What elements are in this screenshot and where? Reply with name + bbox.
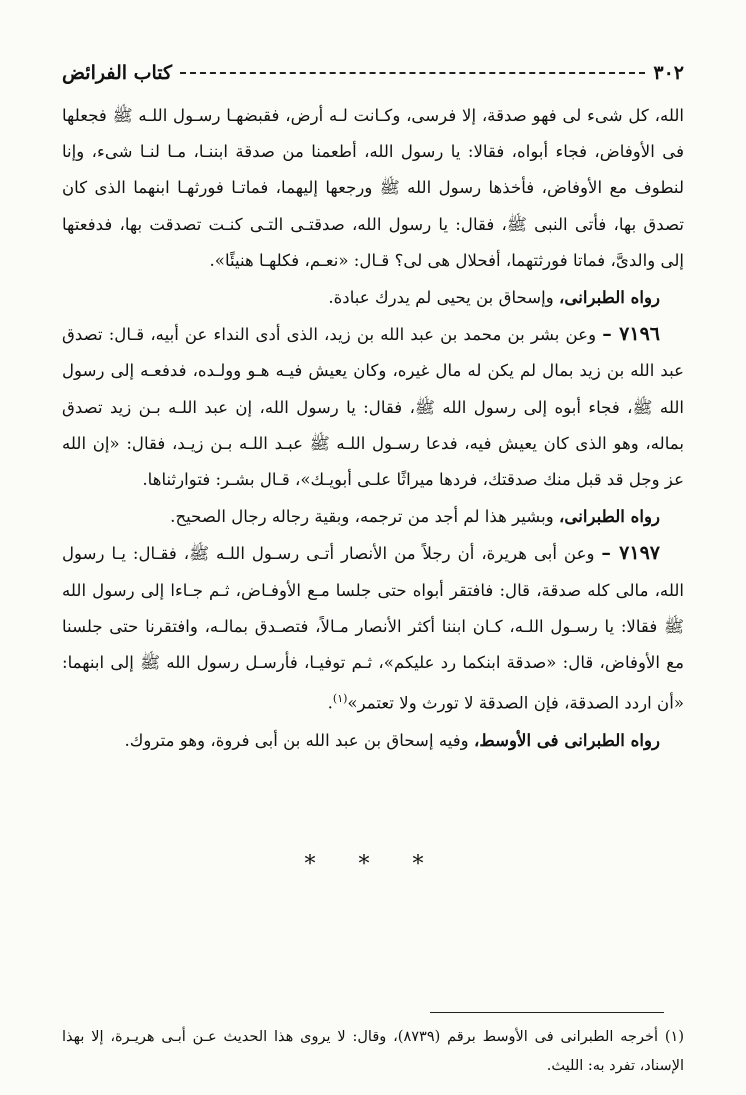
hadith-7197: [62, 535, 684, 722]
hadith-text: وعن أبى هريرة، أن رجلاً من الأنصار أتـى رسـول اللـه ﷺ، فقـال: يـا رسول الله، مالى كله صدقة، قال: فافتقر أبواه حتى جلسا مـع الأوفـاض، ثـم جـاءا إلى رسول الله ﷺ فقالا: يا رسـول اللـه، كـان ابننا أكثر الأنصار مـالاً، فتصـدق بمالـه، وافتقرنا حتى جلسنا مع الأوفاض، قال: «صدقة ابنكما رد عليكم»، ثـم توفيـا، فأرسـل رسول الله ﷺ إلى ابنهما: «أن اردد الصدقة، فإن الصدقة لا تورث ولا تعتمر»: [62, 544, 684, 713]
book-title: كتاب الفرائض: [62, 62, 173, 84]
footnote-1: [62, 1023, 684, 1081]
footnote-text: أخرجه الطبرانى فى الأوسط برقم (٨٧٣٩)، وقال: لا يروى هذا الحديث عـن أبـى هريـرة، إلا بهذا الإسناد، تفرد به: الليث.: [62, 1029, 684, 1074]
paragraph-continuation: الله، كل شىء لى فهو صدقة، إلا فرسى، وكـانت لـه أرض، فقبضهـا رسـول اللـه ﷺ فجعلها فى الأوفاض، فجاء أبواه، فقالا: يا رسول الله، أطعمنا من صدقة ابننـا، مـا لنـا شىء، وإنا لنطوف مع الأوفاض، فأخذها رسول الله ﷺ ورجعها إليهما، فماتـا فورثهـا ابنهما الذى كان تصدق بها، فأتى النبى ﷺ، فقال: يا رسول الله، صدقتـى التـى كنـت تصدقت بها، فدفعتها إلى والدىَّ، فماتا فورثتهما، أفحلال هى لى؟ قـال: «نعـم، فكلهـا هنيئًا».: [62, 106, 684, 270]
source-comment: وفيه إسحاق بن عبد الله بن أبى فروة، وهو متروك.: [124, 730, 469, 750]
hadith-number: ٧١٩٦ –: [602, 323, 660, 346]
paragraph-source-note: [62, 722, 684, 759]
page-header: [62, 58, 684, 88]
footnote-divider: [430, 1012, 664, 1013]
source-label: رواه الطبرانى،: [559, 287, 660, 308]
section-separator: * * *: [304, 852, 442, 877]
paragraph-source-note: [62, 498, 684, 535]
sentence-end: .: [327, 693, 333, 713]
page-number: ٣٠٢: [653, 62, 684, 84]
footnotes: [62, 1023, 684, 1081]
source-comment: وإسحاق بن يحيى لم يدرك عبادة.: [328, 288, 554, 308]
page-body: [62, 98, 684, 759]
footnote-marker: (١): [664, 1029, 684, 1045]
hadith-7196: [62, 316, 684, 498]
source-label: رواه الطبرانى فى الأوسط،: [473, 729, 660, 750]
footnote-reference[interactable]: (١): [332, 692, 348, 706]
hadith-text: وعن بشر بن محمد بن عبد الله بن زيد، الذى أدى النداء عن أبيه، قـال: تصدق عبد الله بن زيد بمال لم يكن له مال غيره، وكان يعيش فيـه هـو وولـده، فدفعـه إلى رسول الله ﷺ، فجاء أبوه إلى رسول الله ﷺ، فقال: يا رسول الله، إن عبد اللـه بـن زيد تصدق بماله، وهو الذى كان يعيش فيه، فدعا رسـول اللـه ﷺ عبـد اللـه بـن زيـد، فقال: «إن الله عز وجل قد قبل منك صدقتك، فردها ميراثًا علـى أبويـك»، قـال بشـر: فتوارثناها.: [62, 325, 684, 490]
hadith-number: ٧١٩٧ –: [601, 542, 660, 565]
source-label: رواه الطبرانى،: [559, 506, 660, 527]
header-dashed-rule: [180, 72, 645, 74]
source-comment: وبشير هذا لم أجد من ترجمه، وبقية رجاله رجال الصحيح.: [170, 507, 554, 527]
paragraph-source-note: [62, 279, 684, 316]
